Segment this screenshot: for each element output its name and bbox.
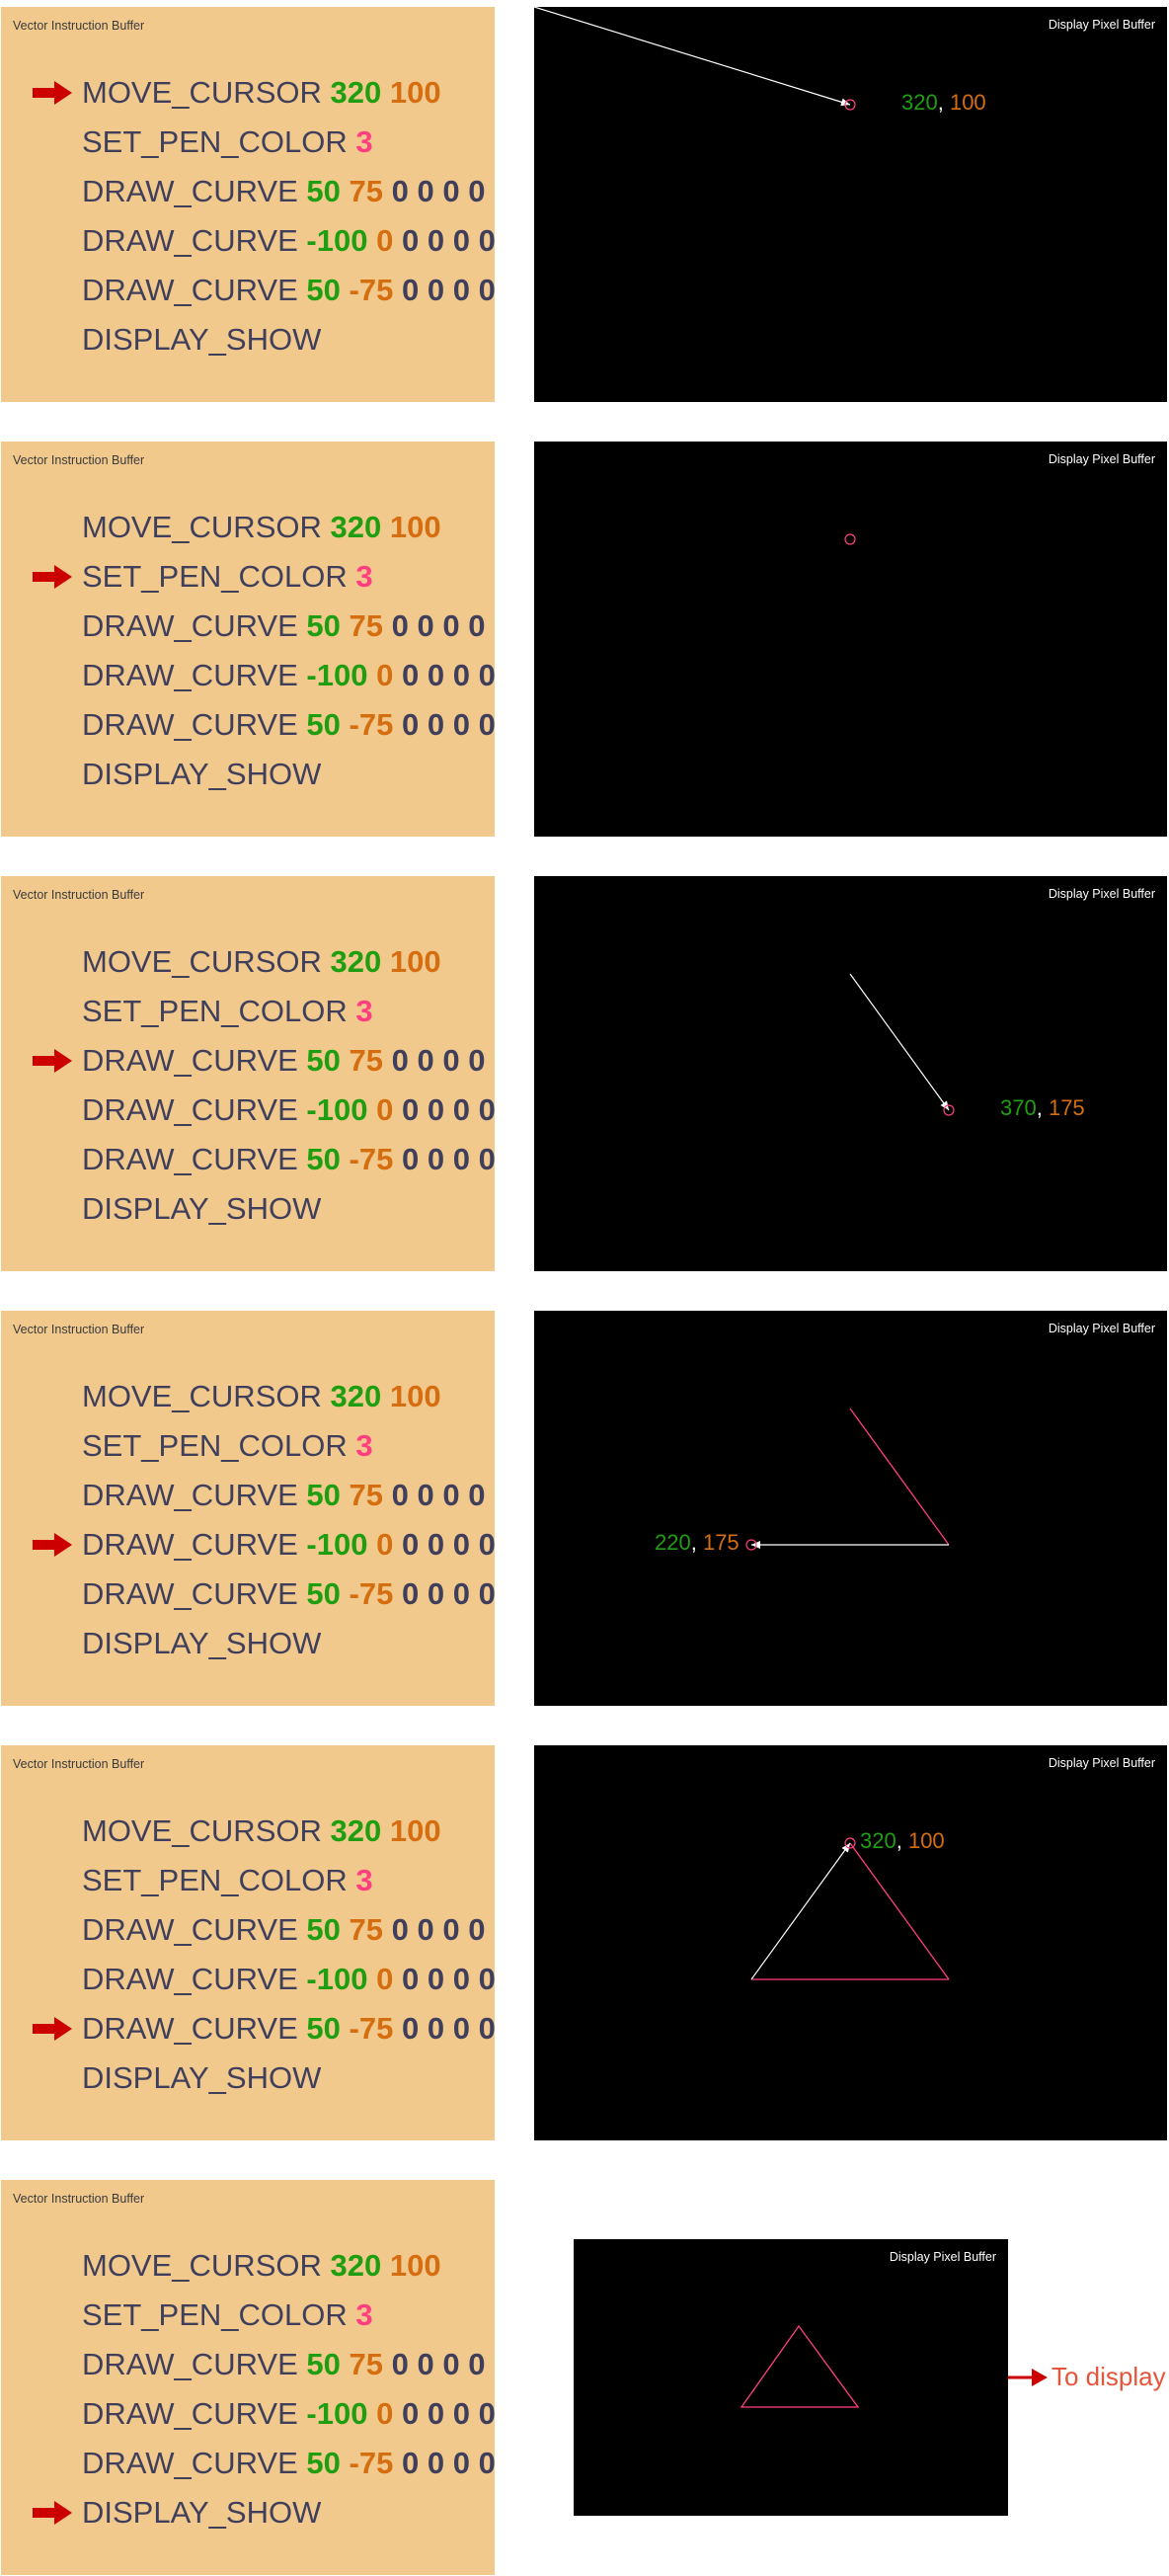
operand: 320 [330,944,382,979]
instruction-line [82,2340,496,2389]
operand: 0 [478,223,496,258]
operand: 0 [401,1576,420,1611]
operand: 3 [355,2297,373,2332]
vector-instruction-buffer [1,7,495,402]
step-1 [0,7,1169,402]
operand: 0 [452,1576,470,1611]
instruction-line [82,700,496,750]
operand: 0 [427,223,445,258]
instruction-line [82,1135,496,1184]
cursor-y: 100 [949,90,986,115]
instruction-line [82,2291,496,2340]
display-panel-label: Display Pixel Buffer [1048,452,1155,466]
current-instruction-pointer-icon [33,565,74,589]
display-pixel-buffer [534,7,1167,402]
to-display-arrow-icon [1008,2366,1050,2389]
operand: 0 [478,658,496,692]
operand: 0 [468,1912,486,1947]
opcode: MOVE_CURSOR [82,1813,322,1848]
cursor-y: 175 [702,1530,740,1555]
operand: 0 [427,658,445,692]
instruction-line [82,118,496,167]
operand: 100 [389,510,441,544]
instruction-line [82,216,496,266]
cursor-move-arrow [850,974,949,1110]
operand: -100 [306,1527,368,1562]
operand: 50 [306,2446,341,2480]
operand: 0 [478,1962,496,1996]
operand: 50 [306,1912,341,1947]
cursor-y: 175 [1048,1095,1085,1120]
operand: 0 [442,1478,460,1512]
operand: 75 [349,1043,383,1078]
current-instruction-pointer-icon [33,81,74,105]
opcode: DRAW_CURVE [82,2396,298,2431]
instruction-line [82,2488,496,2537]
operand: 0 [468,2347,486,2381]
operand: 50 [306,2347,341,2381]
instruction-line [82,1570,496,1619]
opcode: DRAW_CURVE [82,223,298,258]
operand: 75 [349,1478,383,1512]
display-panel-label: Display Pixel Buffer [1048,1322,1155,1335]
instruction-line [82,167,496,216]
instruction-list [82,68,496,364]
opcode: DRAW_CURVE [82,1142,298,1176]
operand: 0 [376,1527,394,1562]
operand: 0 [401,2446,420,2480]
operand: 0 [468,174,486,208]
operand: 0 [427,707,445,742]
vector-instruction-buffer [1,876,495,1271]
opcode: SET_PEN_COLOR [82,2297,348,2332]
current-instruction-pointer-icon [33,1533,74,1557]
operand: 0 [478,1527,496,1562]
operand: 0 [417,1043,434,1078]
instruction-line [82,266,496,315]
operand: 50 [306,1576,341,1611]
step-6 [0,2180,1169,2575]
pixel-canvas [534,7,1167,402]
operand: 0 [376,2396,394,2431]
display-pixel-buffer [534,1311,1167,1706]
operand: 0 [427,2011,445,2046]
operand: 0 [452,1142,470,1176]
instruction-panel-label: Vector Instruction Buffer [13,1757,145,1771]
operand: 50 [306,1043,341,1078]
operand: 50 [306,273,341,307]
operand: 0 [427,1142,445,1176]
operand: 0 [478,1576,496,1611]
step-5 [0,1745,1169,2140]
instruction-line [82,1372,496,1421]
operand: 100 [389,944,441,979]
operand: 0 [452,273,470,307]
instruction-line [82,1619,496,1668]
operand: 50 [306,1478,341,1512]
operand: 3 [355,1428,373,1463]
operand: 0 [478,1092,496,1127]
operand: 0 [478,2011,496,2046]
operand: 0 [417,608,434,643]
instruction-panel-label: Vector Instruction Buffer [13,2192,145,2206]
operand: 3 [355,1863,373,1897]
instruction-line [82,1036,496,1086]
operand: 50 [306,707,341,742]
opcode: SET_PEN_COLOR [82,1863,348,1897]
current-instruction-pointer-icon [33,2501,74,2525]
operand: 0 [401,2396,420,2431]
operand: 100 [389,75,441,110]
operand: 0 [442,174,460,208]
operand: 0 [478,2396,496,2431]
operand: 0 [452,2396,470,2431]
opcode: DRAW_CURVE [82,608,298,643]
instruction-line [82,2389,496,2439]
step-3 [0,876,1169,1271]
operand: -75 [349,2011,394,2046]
display-pixel-buffer [574,2239,1008,2516]
opcode: DRAW_CURVE [82,1478,298,1512]
operand: 0 [427,1962,445,1996]
pixel-canvas [534,876,1167,1271]
cursor-x: 320 [901,90,938,115]
cursor-x: 320 [860,1828,896,1853]
operand: 0 [478,1142,496,1176]
instruction-list [82,1807,496,2103]
opcode: DRAW_CURVE [82,2347,298,2381]
operand: 0 [442,1912,460,1947]
opcode: SET_PEN_COLOR [82,994,348,1028]
instruction-panel-label: Vector Instruction Buffer [13,888,145,902]
opcode: DISPLAY_SHOW [82,757,322,791]
current-instruction-pointer-icon [33,1049,74,1073]
opcode: DRAW_CURVE [82,707,298,742]
display-panel-label: Display Pixel Buffer [889,2250,996,2264]
operand: 50 [306,1142,341,1176]
operand: 0 [478,273,496,307]
operand: 0 [417,1912,434,1947]
operand: 320 [330,510,382,544]
instruction-line [82,1807,496,1856]
vector-instruction-buffer [1,442,495,837]
opcode: DRAW_CURVE [82,2011,298,2046]
operand: 75 [349,2347,383,2381]
operand: 0 [478,707,496,742]
operand: 0 [376,223,394,258]
opcode: MOVE_CURSOR [82,510,322,544]
operand: 0 [468,1478,486,1512]
pixel-canvas [574,2239,1008,2516]
operand: -75 [349,1576,394,1611]
instruction-line [82,1856,496,1905]
operand: 100 [389,1379,441,1413]
cursor-marker [845,534,855,544]
instruction-line [82,1471,496,1520]
operand: 0 [391,2347,409,2381]
instruction-list [82,503,496,799]
opcode: DISPLAY_SHOW [82,2060,322,2095]
operand: 0 [452,223,470,258]
operand: 0 [427,2396,445,2431]
operand: 0 [478,2446,496,2480]
operand: 0 [401,2011,420,2046]
instruction-line [82,602,496,651]
instruction-line [82,1955,496,2004]
instruction-line [82,2439,496,2488]
vector-instruction-buffer [1,1311,495,1706]
instruction-line [82,68,496,118]
cursor-coordinate: 320, 100 [860,1828,945,1853]
opcode: MOVE_CURSOR [82,1379,322,1413]
operand: 3 [355,559,373,594]
opcode: DRAW_CURVE [82,2446,298,2480]
operand: 320 [330,75,382,110]
operand: 0 [391,608,409,643]
operand: 0 [468,608,486,643]
instruction-line [82,937,496,987]
opcode: DRAW_CURVE [82,1962,298,1996]
operand: 0 [401,1527,420,1562]
display-pixel-buffer [534,442,1167,837]
operand: 0 [401,1092,420,1127]
drawn-segment [850,1409,949,1545]
operand: 0 [427,1527,445,1562]
opcode: DRAW_CURVE [82,658,298,692]
cursor-coordinate: 320, 100 [901,90,986,115]
operand: -100 [306,2396,368,2431]
operand: 0 [468,1043,486,1078]
opcode: DRAW_CURVE [82,1576,298,1611]
opcode: SET_PEN_COLOR [82,559,348,594]
operand: 0 [452,658,470,692]
pixel-canvas [534,442,1167,837]
opcode: MOVE_CURSOR [82,2248,322,2283]
opcode: DRAW_CURVE [82,1043,298,1078]
instruction-line [82,987,496,1036]
operand: 50 [306,2011,341,2046]
instruction-line [82,315,496,364]
operand: 75 [349,1912,383,1947]
display-panel-label: Display Pixel Buffer [1048,1756,1155,1770]
operand: 0 [452,1962,470,1996]
instruction-panel-label: Vector Instruction Buffer [13,453,145,467]
cursor-coordinate: 370, 175 [1000,1095,1085,1120]
operand: 0 [391,1043,409,1078]
operand: 0 [401,1142,420,1176]
operand: 0 [452,2446,470,2480]
operand: 0 [401,707,420,742]
display-pixel-buffer [534,876,1167,1271]
drawn-segment [850,1843,949,1979]
rendered-triangle [741,2326,858,2407]
opcode: DISPLAY_SHOW [82,1191,322,1226]
operand: 50 [306,174,341,208]
cursor-x: 370 [1000,1095,1037,1120]
vector-instruction-buffer [1,1745,495,2140]
operand: -75 [349,2446,394,2480]
display-pixel-buffer [534,1745,1167,2140]
instruction-list [82,1372,496,1668]
opcode: DRAW_CURVE [82,174,298,208]
operand: 0 [417,1478,434,1512]
opcode: DRAW_CURVE [82,1527,298,1562]
operand: 0 [391,1912,409,1947]
instruction-line [82,2004,496,2053]
display-panel-label: Display Pixel Buffer [1048,887,1155,901]
instruction-line [82,1086,496,1135]
cursor-y: 100 [907,1828,945,1853]
opcode: DISPLAY_SHOW [82,322,322,357]
operand: 0 [442,1043,460,1078]
operand: 75 [349,608,383,643]
opcode: DRAW_CURVE [82,273,298,307]
operand: -100 [306,1962,368,1996]
operand: -75 [349,707,394,742]
operand: 320 [330,1813,382,1848]
cursor-move-arrow [751,1843,850,1979]
instruction-list [82,937,496,1234]
opcode: SET_PEN_COLOR [82,124,348,159]
operand: 0 [376,1092,394,1127]
instruction-line [82,1421,496,1471]
cursor-coordinate: 220, 175 [655,1530,740,1555]
instruction-list [82,2241,496,2537]
operand: 0 [452,1527,470,1562]
operand: 0 [391,174,409,208]
operand: -100 [306,223,368,258]
operand: 100 [389,2248,441,2283]
operand: -75 [349,1142,394,1176]
opcode: MOVE_CURSOR [82,944,322,979]
operand: 0 [417,174,434,208]
operand: 75 [349,174,383,208]
operand: 0 [452,1092,470,1127]
operand: 3 [355,994,373,1028]
instruction-line [82,651,496,700]
step-2 [0,442,1169,837]
instruction-line [82,552,496,602]
opcode: DISPLAY_SHOW [82,1626,322,1660]
operand: 0 [427,1576,445,1611]
operand: 0 [452,707,470,742]
instruction-line [82,2053,496,2103]
instruction-panel-label: Vector Instruction Buffer [13,19,145,33]
operand: 0 [427,2446,445,2480]
instruction-line [82,1520,496,1570]
operand: 50 [306,608,341,643]
operand: 320 [330,1379,382,1413]
instruction-line [82,1184,496,1234]
operand: 3 [355,124,373,159]
pixel-canvas [534,1745,1167,2140]
operand: 0 [401,1962,420,1996]
opcode: SET_PEN_COLOR [82,1428,348,1463]
operand: 0 [376,1962,394,1996]
step-4 [0,1311,1169,1706]
opcode: DRAW_CURVE [82,1092,298,1127]
vector-instruction-buffer [1,2180,495,2575]
operand: 0 [391,1478,409,1512]
opcode: MOVE_CURSOR [82,75,322,110]
instruction-line [82,503,496,552]
instruction-line [82,1905,496,1955]
current-instruction-pointer-icon [33,2017,74,2041]
to-display-label: To display [1052,2362,1166,2391]
operand: 0 [401,658,420,692]
operand: 0 [401,223,420,258]
cursor-move-arrow [534,7,850,105]
display-panel-label: Display Pixel Buffer [1048,18,1155,32]
instruction-panel-label: Vector Instruction Buffer [13,1323,145,1336]
opcode: DISPLAY_SHOW [82,2495,322,2530]
cursor-x: 220 [655,1530,691,1555]
operand: 0 [427,1092,445,1127]
operand: 0 [442,2347,460,2381]
operand: 0 [376,658,394,692]
operand: 0 [417,2347,434,2381]
operand: 0 [401,273,420,307]
instruction-line [82,2241,496,2291]
operand: -100 [306,658,368,692]
operand: 100 [389,1813,441,1848]
operand: -100 [306,1092,368,1127]
instruction-line [82,750,496,799]
operand: 0 [452,2011,470,2046]
operand: 320 [330,2248,382,2283]
operand: 0 [442,608,460,643]
operand: 0 [427,273,445,307]
pixel-canvas [534,1311,1167,1706]
opcode: DRAW_CURVE [82,1912,298,1947]
operand: -75 [349,273,394,307]
